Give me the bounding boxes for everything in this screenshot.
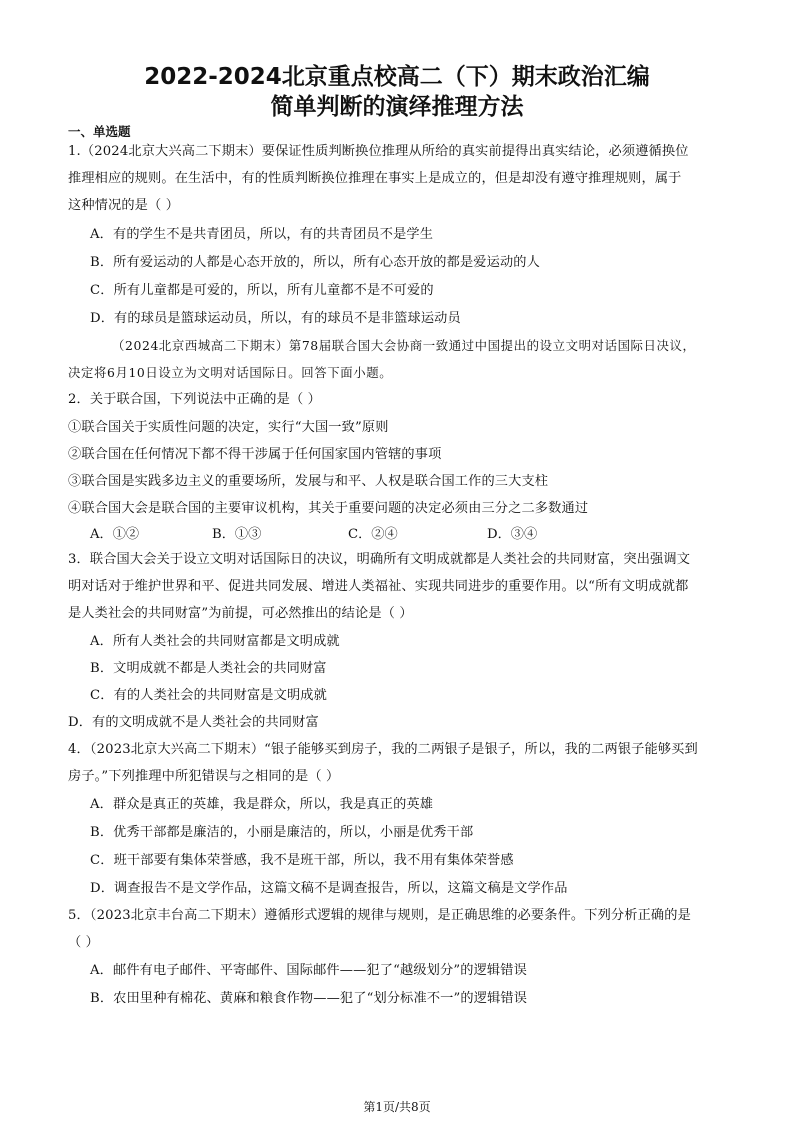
q2-statement-1: ①联合国关于实质性问题的决定，实行“大国一致”原则 — [68, 420, 389, 435]
material-intro-line1: （2024北京西城高二下期末）第78届联合国大会协商一致通过中国提出的设立文明对话国际日决议， — [112, 338, 696, 353]
q4-option-c: C．班干部要有集体荣誉感，我不是班干部，所以，我不用有集体荣誉感 — [90, 853, 514, 868]
q5-stem-line2: （ ） — [68, 935, 100, 950]
q1-stem-line1: 1.（2024北京大兴高二下期末）要保证性质判断换位推理从所给的真实前提得出真实结论，必须遵循换位 — [68, 144, 689, 159]
section-heading: 一、单选题 — [68, 124, 131, 139]
q4-option-b: B．优秀干部都是廉洁的，小丽是廉洁的，所以，小丽是优秀干部 — [90, 825, 474, 840]
q2-option-c: C．②④ — [348, 527, 398, 542]
q3-option-b: B．文明成就不都是人类社会的共同财富 — [90, 661, 327, 676]
q4-option-d: D．调查报告不是文学作品，这篇文稿不是调查报告，所以，这篇文稿是文学作品 — [90, 881, 568, 896]
q4-option-a: A．群众是真正的英雄，我是群众，所以，我是真正的英雄 — [90, 797, 434, 812]
q1-option-b: B．所有爱运动的人都是心态开放的，所以，所有心态开放的都是爱运动的人 — [90, 255, 540, 270]
q1-option-a: A．有的学生不是共青团员，所以，有的共青团员不是学生 — [90, 227, 434, 242]
document-title-line1: 2022-2024北京重点校高二（下）期末政治汇编 — [144, 64, 650, 90]
q3-option-a: A．所有人类社会的共同财富都是文明成就 — [90, 634, 340, 649]
q1-stem-line3: 这种情况的是（ ） — [68, 198, 180, 213]
q2-statement-3: ③联合国是实践多边主义的重要场所，发展与和平、人权是联合国工作的三大支柱 — [68, 474, 549, 489]
q3-option-d: D．有的文明成就不是人类社会的共同财富 — [68, 715, 319, 730]
q2-statement-4: ④联合国大会是联合国的主要审议机构，其关于重要问题的决定必须由三分之二多数通过 — [68, 501, 589, 516]
q2-option-d: D．③④ — [487, 527, 538, 542]
page-number-footer: 第1页/共8页 — [363, 1100, 431, 1114]
q2-statement-2: ②联合国在任何情况下都不得干涉属于任何国家国内管辖的事项 — [68, 447, 442, 462]
q4-stem-line2: 房子。”下列推理中所犯错误与之相同的是（ ） — [68, 769, 340, 784]
q2-option-a: A．①② — [90, 527, 140, 542]
q1-option-d: D．有的球员是篮球运动员，所以，有的球员不是非篮球运动员 — [90, 311, 461, 326]
q5-option-a: A．邮件有电子邮件、平寄邮件、国际邮件——犯了“越级划分”的逻辑错误 — [90, 963, 527, 978]
q1-option-c: C．所有儿童都是可爱的，所以，所有儿童都不是不可爱的 — [90, 283, 434, 298]
material-intro-line2: 决定将6月10日设立为文明对话国际日。回答下面小题。 — [68, 365, 393, 380]
document-title-line2: 简单判断的演绎推理方法 — [270, 94, 524, 120]
q2-option-b: B．①③ — [212, 527, 262, 542]
q5-option-b: B．农田里种有棉花、黄麻和粮食作物——犯了“划分标准不一”的逻辑错误 — [90, 991, 528, 1006]
q5-stem-line1: 5．（2023北京丰台高二下期末）遵循形式逻辑的规律与规则，是正确思维的必要条件。下列分析正确的是 — [68, 908, 691, 923]
q3-stem-line3: 是人类社会的共同财富”为前提，可必然推出的结论是（ ） — [68, 606, 413, 621]
q2-stem: 2．关于联合国，下列说法中正确的是（ ） — [68, 392, 321, 407]
q4-stem-line1: 4．（2023北京大兴高二下期末）“银子能够买到房子，我的二两银子是银子，所以，我的二两银子能够买到 — [68, 742, 698, 757]
q3-stem-line1: 3．联合国大会关于设立文明对话国际日的决议，明确所有文明成就都是人类社会的共同财富，突出强调文 — [68, 552, 691, 567]
q3-option-c: C．有的人类社会的共同财富是文明成就 — [90, 688, 327, 703]
q1-stem-line2: 推理相应的规则。在生活中，有的性质判断换位推理在事实上是成立的，但是却没有遵守推理规则，属于 — [68, 171, 682, 186]
q3-stem-line2: 明对话对于维护世界和平、促进共同发展、增进人类福祉、实现共同进步的重要作用。以“所有文明成就都 — [68, 579, 689, 594]
